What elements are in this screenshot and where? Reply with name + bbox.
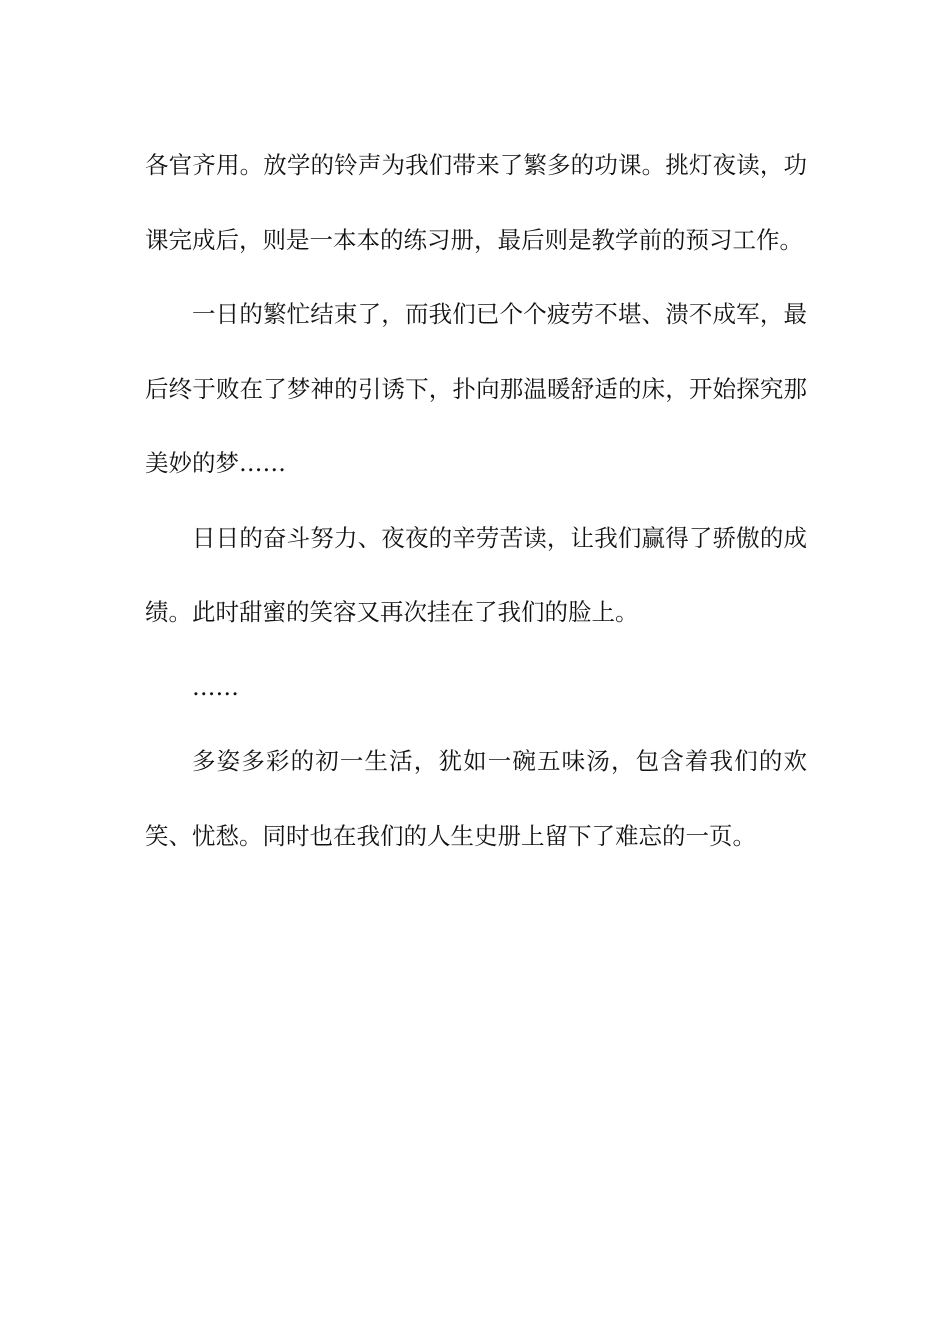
paragraph-2: 一日的繁忙结束了，而我们已个个疲劳不堪、溃不成军，最后终于败在了梦神的引诱下，扑向那温暖舒适的床，开始探究那美妙的梦…… <box>145 300 807 477</box>
paragraph-1: 各官齐用。放学的铃声为我们带来了繁多的功课。挑灯夜读，功课完成后，则是一本本的练习册，最后则是教学前的预习工作。 <box>145 151 807 254</box>
paragraph-5: 多姿多彩的初一生活，犹如一碗五味汤，包含着我们的欢笑、忧愁。同时也在我们的人生史册上留下了难忘的一页。 <box>145 747 807 850</box>
document-body <box>145 128 807 873</box>
paragraph-3: 日日的奋斗努力、夜夜的辛劳苦读，让我们赢得了骄傲的成绩。此时甜蜜的笑容又再次挂在了我们的脸上。 <box>145 523 807 626</box>
paragraph-ellipsis: …… <box>192 672 239 701</box>
